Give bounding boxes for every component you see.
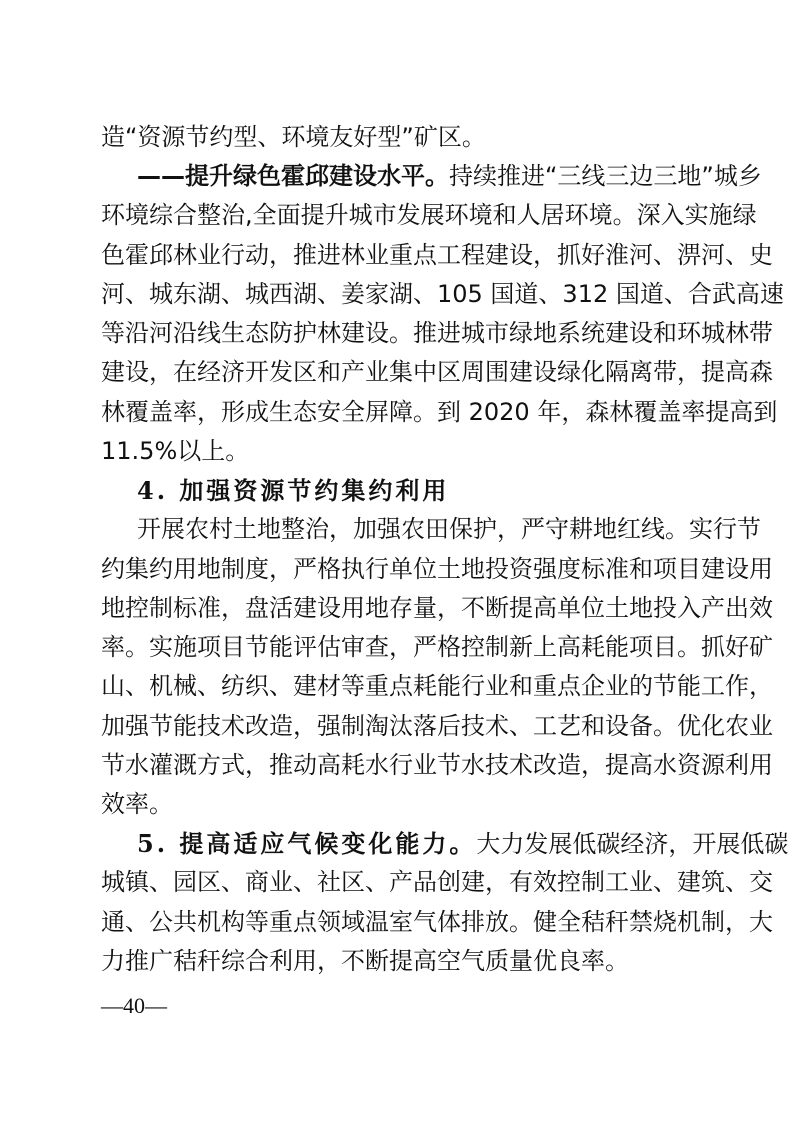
text-line — [101, 157, 762, 196]
text-line — [101, 628, 773, 667]
text-line — [101, 667, 773, 706]
body-text: 环境综合整治,全面提升城市发展环境和人居环境。深入实施绿 — [101, 201, 757, 230]
section-heading: 5. 提高适应气候变化能力。 — [137, 829, 477, 859]
body-text: 大力发展低碳经济，开展低碳 — [476, 830, 789, 859]
text-line — [101, 824, 789, 863]
body-text: 等沿河沿线生态防护林建设。推进城市绿地系统建设和环城林带 — [101, 319, 773, 348]
body-text: 节水灌溉方式，推动高耗水行业节水技术改造，提高水资源利用 — [101, 750, 773, 779]
body-text: 河、城东湖、城西湖、姜家湖、105 国道、312 国道、合武高速 — [101, 279, 784, 308]
body-text: 城镇、园区、商业、社区、产品创建，有效控制工业、建筑、交 — [101, 868, 773, 897]
document-body — [101, 118, 789, 981]
text-line — [101, 942, 707, 981]
body-text: 力推广秸秆综合利用，不断提高空气质量优良率。 — [101, 946, 629, 975]
body-text: 地控制标准，盘活建设用地存量，不断提高单位土地投入产出效 — [101, 593, 773, 622]
body-text: 建设，在经济开发区和产业集中区周围建设绿化隔离带，提高森 — [101, 358, 773, 387]
text-line — [101, 903, 773, 942]
body-text: 持续推进“三线三边三地”城乡 — [449, 162, 762, 191]
section-heading: ——提升绿色霍邱建设水平。 — [137, 162, 449, 191]
text-line — [101, 863, 773, 902]
text-line — [101, 236, 773, 275]
body-text: 11.5%以上。 — [101, 436, 250, 465]
text-line — [101, 432, 707, 471]
text-line — [101, 393, 778, 432]
text-line — [101, 314, 773, 353]
body-text: 效率。 — [101, 789, 173, 818]
page-number: —40— — [101, 993, 167, 1018]
body-text: 加强节能技术改造，强制淘汰落后技术、工艺和设备。优化农业 — [101, 711, 773, 740]
text-line — [101, 550, 773, 589]
body-text: 通、公共机构等重点领域温室气体排放。健全秸秆禁烧机制，大 — [101, 907, 773, 936]
text-line — [101, 118, 707, 157]
text-line — [101, 353, 773, 392]
text-line — [101, 510, 761, 549]
body-text: 色霍邱林业行动，推进林业重点工程建设，抓好淮河、淠河、史 — [101, 240, 773, 269]
text-line — [101, 746, 773, 785]
section-heading: 4. 加强资源节约集约利用 — [137, 476, 450, 506]
text-line — [101, 707, 773, 746]
body-text: 约集约用地制度，严格执行单位土地投资强度标准和项目建设用 — [101, 554, 773, 583]
text-line — [101, 589, 773, 628]
text-line — [101, 471, 707, 510]
text-line — [101, 196, 757, 235]
body-text: 林覆盖率，形成生态安全屏障。到 2020 年，森林覆盖率提高到 — [101, 397, 778, 426]
body-text: 造“资源节约型、环境友好型”矿区。 — [101, 123, 486, 151]
text-line — [101, 785, 707, 824]
body-text: 山、机械、纺织、建材等重点耗能行业和重点企业的节能工作， — [101, 672, 773, 701]
body-text: 率。实施项目节能评估审查，严格控制新上高耗能项目。抓好矿 — [101, 633, 773, 662]
body-text: 开展农村土地整治，加强农田保护，严守耕地红线。实行节 — [137, 515, 761, 544]
text-line — [101, 275, 784, 314]
